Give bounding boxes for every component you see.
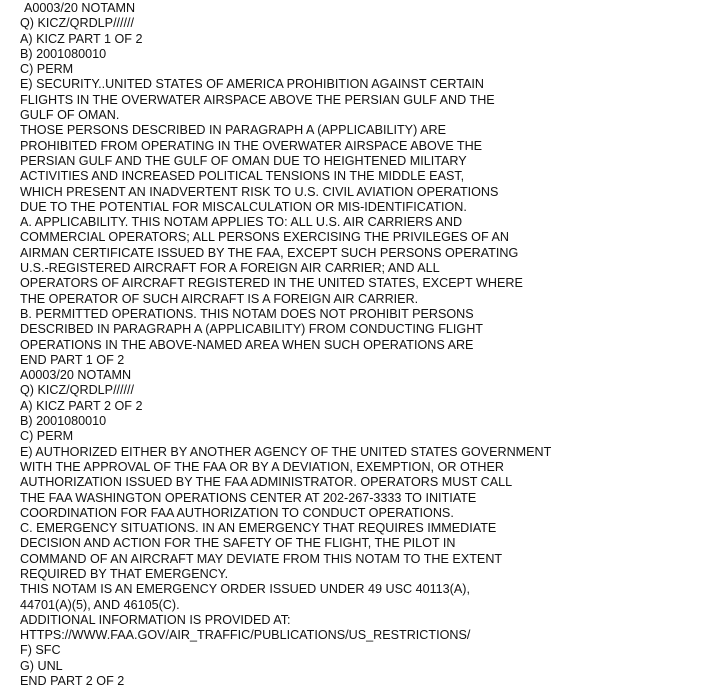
notam-text-line: COMMERCIAL OPERATORS; ALL PERSONS EXERCISING THE PRIVILEGES OF AN: [20, 230, 509, 245]
notam-b-line: B) 2001080010: [20, 46, 107, 61]
notam-text-line: THIS NOTAM IS AN EMERGENCY ORDER ISSUED UNDER 49 USC 40113(A),: [20, 582, 470, 597]
notam-b-line: B) 2001080010: [20, 414, 107, 429]
notam-f-line: F) SFC: [20, 643, 61, 658]
notam-text-line: GULF OF OMAN.: [20, 108, 120, 123]
notam-text-line: FLIGHTS IN THE OVERWATER AIRSPACE ABOVE THE PERSIAN GULF AND THE: [20, 92, 495, 107]
notam-q-line: Q) KICZ/QRDLP//////: [20, 383, 135, 398]
notam-text-line: C. EMERGENCY SITUATIONS. IN AN EMERGENCY THAT REQUIRES IMMEDIATE: [20, 521, 497, 536]
notam-text-line: OPERATIONS IN THE ABOVE-NAMED AREA WHEN SUCH OPERATIONS ARE: [20, 337, 474, 352]
notam-text-line: DECISION AND ACTION FOR THE SAFETY OF THE FLIGHT, THE PILOT IN: [20, 536, 456, 551]
notam-text-line: COMMAND OF AN AIRCRAFT MAY DEVIATE FROM THIS NOTAM TO THE EXTENT: [20, 551, 503, 566]
notam-text-line: PERSIAN GULF AND THE GULF OF OMAN DUE TO HEIGHTENED MILITARY: [20, 153, 467, 168]
notam-text-line: ACTIVITIES AND INCREASED POLITICAL TENSIONS IN THE MIDDLE EAST,: [20, 169, 465, 184]
notam-end-line: END PART 2 OF 2: [20, 674, 125, 689]
notam-text-line: OPERATORS OF AIRCRAFT REGISTERED IN THE UNITED STATES, EXCEPT WHERE: [20, 276, 523, 291]
notam-c-line: C) PERM: [20, 62, 74, 77]
notam-text-line: DUE TO THE POTENTIAL FOR MISCALCULATION OR MIS-IDENTIFICATION.: [20, 199, 467, 214]
notam-a-line: A) KICZ PART 2 OF 2: [20, 398, 143, 413]
notam-text-line: THE FAA WASHINGTON OPERATIONS CENTER AT 202-267-3333 TO INITIATE: [20, 490, 477, 505]
notam-text-line: WHICH PRESENT AN INADVERTENT RISK TO U.S. CIVIL AVIATION OPERATIONS: [20, 184, 499, 199]
notam-text-line: COORDINATION FOR FAA AUTHORIZATION TO CONDUCT OPERATIONS.: [20, 505, 454, 520]
notam-text-line: THOSE PERSONS DESCRIBED IN PARAGRAPH A (APPLICABILITY) ARE: [20, 123, 446, 138]
notam-text-line: 44701(A)(5), AND 46105(C).: [20, 597, 180, 612]
notam-a-line: A) KICZ PART 1 OF 2: [20, 31, 143, 46]
notam-header-line: A0003/20 NOTAMN: [24, 1, 136, 15]
notam-text-line: THE OPERATOR OF SUCH AIRCRAFT IS A FOREIGN AIR CARRIER.: [20, 291, 419, 306]
notam-e-line: E) AUTHORIZED EITHER BY ANOTHER AGENCY OF THE UNITED STATES GOVERNMENT: [20, 444, 552, 459]
notam-text-line: ADDITIONAL INFORMATION IS PROVIDED AT:: [20, 612, 291, 627]
notam-c-line: C) PERM: [20, 429, 74, 444]
notam-q-line: Q) KICZ/QRDLP//////: [20, 16, 135, 31]
notam-url-line: HTTPS://WWW.FAA.GOV/AIR_TRAFFIC/PUBLICATIONS/US_RESTRICTIONS/: [20, 628, 471, 643]
notam-text-line: AIRMAN CERTIFICATE ISSUED BY THE FAA, EXCEPT SUCH PERSONS OPERATING: [20, 245, 519, 260]
notam-end-line: END PART 1 OF 2: [20, 352, 125, 367]
notam-e-line: E) SECURITY..UNITED STATES OF AMERICA PROHIBITION AGAINST CERTAIN: [20, 77, 484, 92]
notam-text-line: DESCRIBED IN PARAGRAPH A (APPLICABILITY) FROM CONDUCTING FLIGHT: [20, 322, 484, 337]
notam-document: [20, 1, 700, 689]
notam-text-line: A. APPLICABILITY. THIS NOTAM APPLIES TO: ALL U.S. AIR CARRIERS AND: [20, 215, 463, 230]
notam-text-line: B. PERMITTED OPERATIONS. THIS NOTAM DOES NOT PROHIBIT PERSONS: [20, 306, 474, 321]
notam-text-line: REQUIRED BY THAT EMERGENCY.: [20, 566, 229, 581]
notam-text-line: U.S.-REGISTERED AIRCRAFT FOR A FOREIGN AIR CARRIER; AND ALL: [20, 261, 440, 276]
notam-text-line: WITH THE APPROVAL OF THE FAA OR BY A DEVIATION, EXEMPTION, OR OTHER: [20, 459, 505, 474]
notam-text-line: PROHIBITED FROM OPERATING IN THE OVERWATER AIRSPACE ABOVE THE: [20, 138, 483, 153]
notam-header-line: A0003/20 NOTAMN: [20, 368, 132, 383]
notam-g-line: G) UNL: [20, 658, 63, 673]
notam-text-line: AUTHORIZATION ISSUED BY THE FAA ADMINISTRATOR. OPERATORS MUST CALL: [20, 475, 513, 490]
